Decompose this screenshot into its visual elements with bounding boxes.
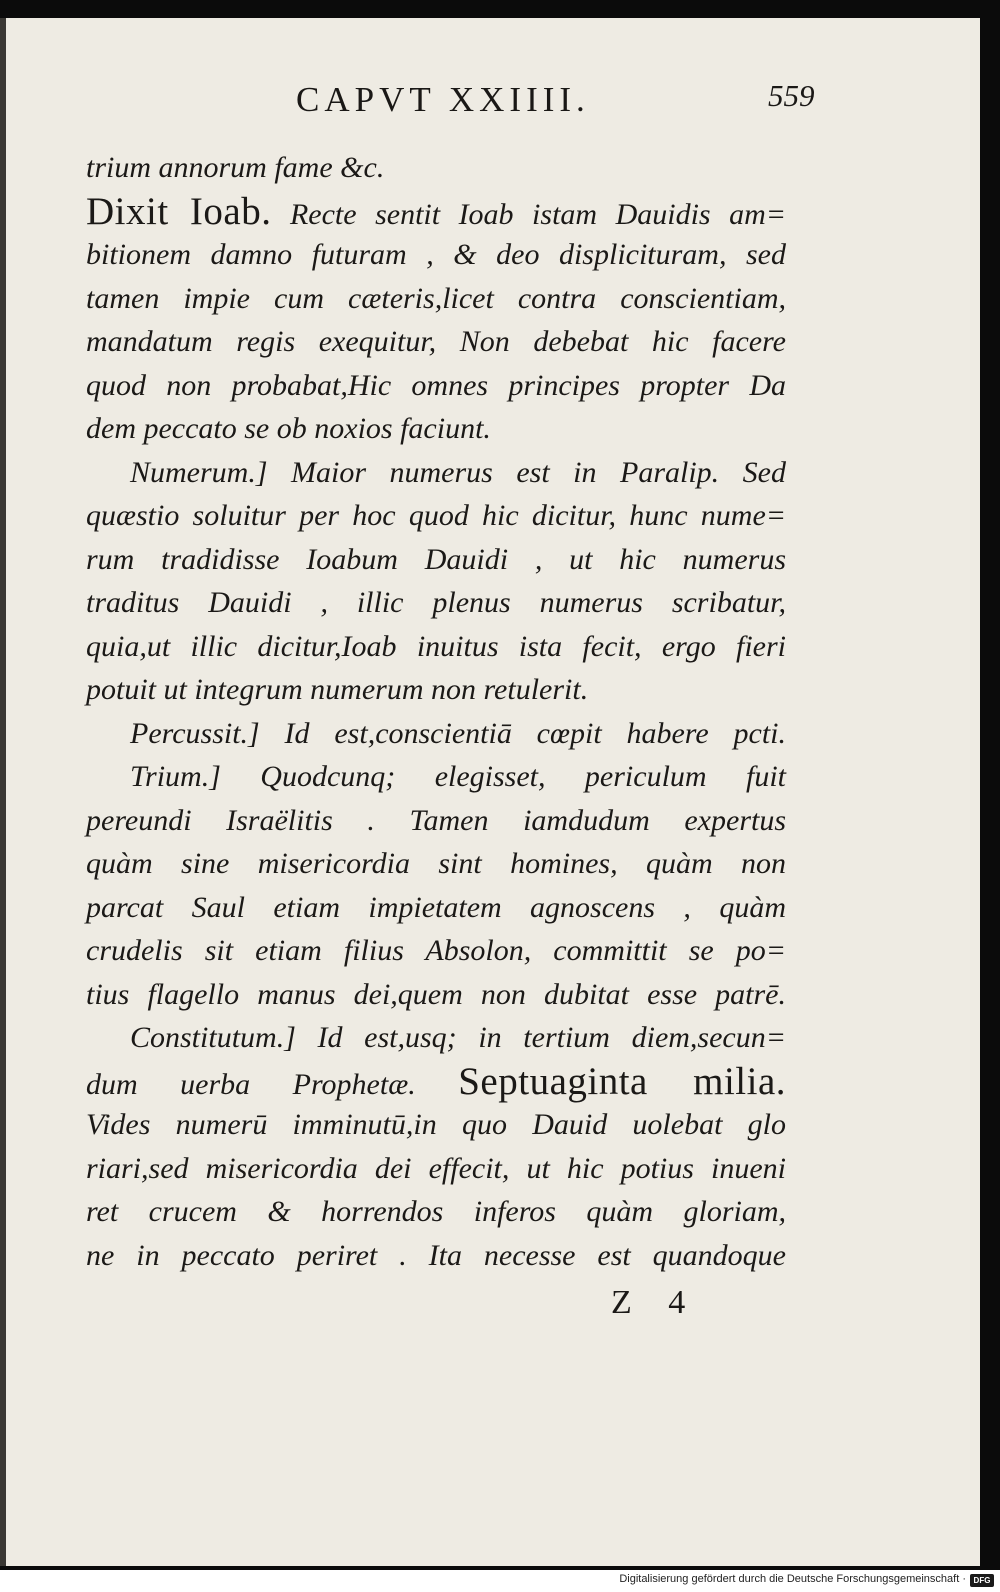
text-line: crudelis sit etiam filius Absolon, committit se po= bbox=[86, 934, 786, 967]
dfg-logo-icon: DFG bbox=[970, 1574, 994, 1587]
text-line: parcat Saul etiam impietatem agnoscens , quàm bbox=[86, 890, 786, 924]
page-number: 559 bbox=[768, 78, 815, 113]
text-line: quod non probabat,Hic omnes principes propter Da bbox=[86, 368, 786, 402]
signature-mark: Z 4 bbox=[611, 1284, 700, 1321]
text-line: Trium.] Quodcunq; elegisset, periculum fuit bbox=[130, 760, 786, 793]
text-line: Constitutum.] Id est,usq; in tertium diem,secun= bbox=[130, 1021, 786, 1054]
text-line: Percussit.] Id est,conscientiā cœpit habere pcti. bbox=[130, 716, 786, 750]
text-line-content: Recte sentit Ioab istam Dauidis am= bbox=[289, 197, 786, 231]
running-head: CAPVT XXIIII. bbox=[296, 80, 590, 119]
text-line: Numerum.] Maior numerus est in Paralip. Sed bbox=[130, 455, 786, 489]
book-page bbox=[0, 18, 980, 1566]
text-line: pereundi Israëlitis . Tamen iamdudum expertus bbox=[86, 803, 786, 837]
text-line: rum tradidisse Ioabum Dauidi , ut hic numerus bbox=[86, 542, 786, 576]
text-line: quæstio soluitur per hoc quod hic dicitur, hunc nume= bbox=[86, 499, 786, 532]
text-line: dem peccato se ob noxios faciunt. bbox=[86, 412, 491, 445]
text-line-content: dum uerba Prophetæ. bbox=[86, 1067, 416, 1101]
footer-bar bbox=[0, 1570, 1000, 1592]
lemma-septuaginta: Septuaginta milia. bbox=[458, 1059, 787, 1103]
funding-credit: Digitalisierung gefördert durch die Deutsche Forschungsgemeinschaft · bbox=[619, 1573, 966, 1585]
text-line: trium annorum fame &c. bbox=[86, 151, 385, 184]
text-line: potuit ut integrum numerum non retulerit. bbox=[86, 673, 589, 706]
lemma-dixit-ioab: Dixit Ioab. bbox=[86, 189, 272, 233]
text-line: tius flagello manus dei,quem non dubitat esse patrē. bbox=[86, 977, 786, 1011]
text-line: traditus Dauidi , illic plenus numerus scribatur, bbox=[86, 586, 786, 619]
text-line: bitionem damno futuram , & deo displicituram, sed bbox=[86, 238, 786, 271]
text-line: riari,sed misericordia dei effecit, ut hic potius inueni bbox=[86, 1151, 786, 1185]
text-line: ne in peccato periret . Ita necesse est quandoque bbox=[86, 1238, 786, 1272]
text-line: quàm sine misericordia sint homines, quàm non bbox=[86, 847, 786, 880]
text-line bbox=[86, 190, 786, 234]
text-line bbox=[86, 1060, 786, 1104]
text-line: mandatum regis exequitur, Non debebat hic facere bbox=[86, 325, 786, 358]
text-line: Vides numerū imminutū,in quo Dauid uolebat glo bbox=[86, 1108, 786, 1141]
text-line: tamen impie cum cæteris,licet contra conscientiam, bbox=[86, 281, 786, 315]
body-text bbox=[86, 146, 786, 1277]
text-line: quia,ut illic dicitur,Ioab inuitus ista fecit, ergo fieri bbox=[86, 629, 786, 663]
text-line: ret crucem & horrendos inferos quàm gloriam, bbox=[86, 1195, 786, 1228]
